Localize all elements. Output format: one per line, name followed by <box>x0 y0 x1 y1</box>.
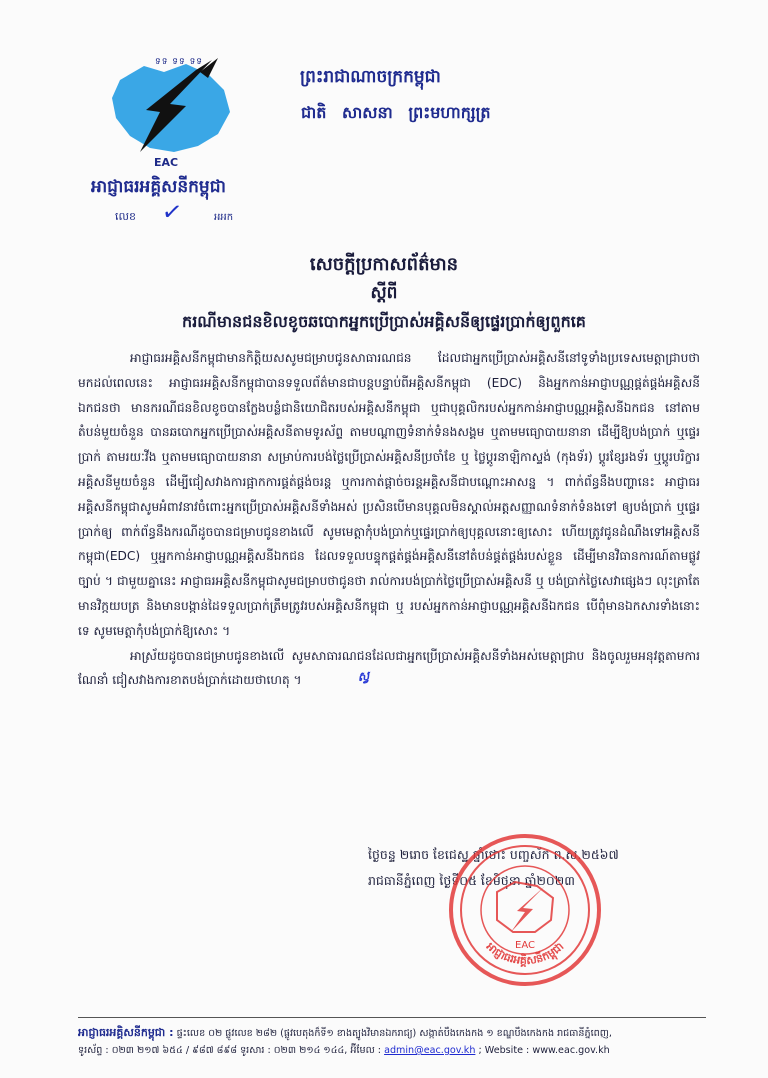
footer-divider <box>78 1017 706 1018</box>
kingdom-title: ព្រះរាជាណាចក្រកម្ពុជា <box>300 67 441 87</box>
seal-center-text: EAC <box>515 940 535 951</box>
seal-lightning-icon <box>511 886 545 932</box>
logo-text: EAC <box>154 156 179 169</box>
place-and-date: រាជធានីភ្នំពេញ ថ្ងៃទី០៥ ខែមិថុនា ឆ្នាំ២០២៣ <box>368 873 575 888</box>
national-motto: ជាតិ សាសនា ព្រះមហាក្សត្រ <box>301 103 491 122</box>
reference-suffix: អអក <box>214 212 234 223</box>
official-seal <box>445 828 605 993</box>
footer-email-link[interactable]: admin@eac.gov.kh <box>384 1045 476 1056</box>
reference-check-mark: ✓ <box>160 196 184 228</box>
logo-dots: ទទ ទទ ទទ <box>155 57 203 67</box>
footer-contact-line <box>78 1044 718 1058</box>
body-paragraph-2 <box>78 644 700 694</box>
document-title: សេចក្តីប្រកាសព័ត៌មាន <box>309 254 459 275</box>
seal-ring-text: អាជ្ញាធរអគ្គិសនីកម្ពុជា <box>483 939 567 968</box>
lunar-date: ថ្ងៃចន្ទ ២រោច ខែជេស្ឋ ឆ្នាំថោះ បញ្ចស័ក ព.ស.២៥៦៧ <box>368 847 619 862</box>
document-subtitle: ស្តីពី <box>370 283 398 303</box>
document-body <box>78 346 700 693</box>
org-name: អាជ្ញាធរអគ្គិសនីកម្ពុជា <box>91 177 226 197</box>
footer-org-label: អាជ្ញាធរអគ្គិសនីកម្ពុជា : <box>78 1026 174 1039</box>
document-topic: ករណីមានជនខិលខូចឆបោកអ្នកប្រើប្រាស់អគ្គិសនីឲ្យផ្ទេរប្រាក់ឲ្យពួកគេ <box>182 312 586 331</box>
initial-signature-mark: ស្វ <box>356 669 370 685</box>
footer-phone: ទូរស័ព្ទ : ០២៣ ២១៧ ៦៥៤ / ៩៨៧ ៨៩៨ ទូរសារ : ០២៣ ២១៤ ១៤៤, អ៊ីមែល : <box>78 1045 382 1056</box>
footer-address: ផ្ទះលេខ ០២ ផ្លូវលេខ ២៨២ (ផ្លូវបេតុងក៏ទី១ ខាងត្បូងវិមានឯករាជ្យ) សង្កាត់បឹងកេងកង ១ ខណ្ឌបឹងកេងកង រាជធានីភ្នំពេញ, <box>176 1028 612 1039</box>
body-paragraph-1: អាជ្ញាធរអគ្គិសនីកម្ពុជាមានកិត្តិយសសូមជម្រាបជូនសាធារណជន ដែលជាអ្នកប្រើប្រាស់អគ្គិសនីនៅទូទាំងប្រទេសមេត្តាជ្រាបថា មកដល់ពេលនេះ អាជ្ញាធរអគ្គិសនីកម្ពុជាបានទទួលព័ត៌មានជាបន្តបន្ទាប់ពីអគ្គិសនីកម្ពុជា (EDC) និងអ្នកកាន់អាជ្ញាបណ្ណផ្គត់ផ្គង់អគ្គិសនីឯកជនថា មានករណីជនខិលខូចបានក្លែងបន្លំជានិយោជិតរបស់អគ្គិសនីកម្ពុជា ឬជាបុគ្គលិករបស់អ្នកកាន់អាជ្ញាបណ្ណអគ្គិសនីឯកជន នៅតាមតំបន់មួយចំនួន បានឆបោកអ្នកប្រើប្រាស់អគ្គិសនីតាមទូរស័ព្ទ តាមបណ្តាញទំនាក់ទំនងសង្គម ឬតាមមធ្យោបាយនានា ដើម្បីឱ្យបង់ប្រាក់ ឬផ្ទេរប្រាក់ តាមរយៈវីង ឬតាមមធ្យោបាយនានា សម្រាប់ការបង់ថ្លៃប្រើប្រាស់អគ្គិសនីប្រចាំខែ ឬ ថ្លៃប្តូរនាឡិកាស្ទង់ (កុងទ័រ) ប្តូរខ្សែរងទ័រ ឬប្តូរបរិក្ខារអគ្គិសនីមួយចំនួន ដើម្បីជៀសវាងការផ្អាកការផ្គត់ផ្គង់ចរន្ត ឬការកាត់ផ្តាច់ចរន្តអគ្គិសនីជាបណ្តោះអាសន្ន ។ ពាក់ព័ន្ធនឹងបញ្ហានេះ អាជ្ញាធរអគ្គិសនីកម្ពុជាសូមអំពាវនាវចំពោះអ្នកប្រើប្រាស់អគ្គិសនីទាំងអស់ ប្រសិនបើមានបុគ្គលមិនស្គាល់អត្តសញ្ញាណទំនាក់ទំនងទៅ ឲ្យបង់ប្រាក់ ឬផ្ទេរប្រាក់ឲ្យ ពាក់ព័ន្ធនឹងករណីដូចបានជម្រាបជូនខាងលើ សូមមេត្តាកុំបង់ប្រាក់ឬផ្ទេរប្រាក់ឲ្យបុគ្គលនោះឲ្យសោះ ហើយត្រូវជូនដំណឹងទៅអគ្គិសនីកម្ពុជា(EDC) ឬអ្នកកាន់អាជ្ញាបណ្ណអគ្គិសនីឯកជន ដែលទទួលបន្ទុកផ្គត់ផ្គង់អគ្គិសនីនៅតំបន់ផ្គត់ផ្គង់របស់ខ្លួន ដើម្បីមានវិធានការណ៍តាមផ្លូវច្បាប់ ។ ជាមួយគ្នានេះ អាជ្ញាធរអគ្គិសនីកម្ពុជាសូមជម្រាបថាជូនថា រាល់ការបង់ប្រាក់ថ្លៃប្រើប្រាស់អគ្គិសនី ឬ បង់ប្រាក់ថ្លៃសេវាផ្សេងៗ លុះត្រាតែមានវិក្កយបត្រ និងមានបង្កាន់ដៃទទួលប្រាក់ត្រឹមត្រូវរបស់អគ្គិសនីកម្ពុជា ឬ របស់អ្នកកាន់អាជ្ញាបណ្ណអគ្គិសនីឯកជន បើពុំមានឯកសារទាំងនោះទេ សូមមេត្តាកុំបង់ប្រាក់ឱ្យសោះ ។ <box>78 351 700 638</box>
footer-website: ; Website : www.eac.gov.kh <box>478 1045 610 1056</box>
reference-label: លេខ <box>115 210 136 223</box>
footer-address-line <box>78 1026 718 1042</box>
seal-map-shape <box>497 882 553 932</box>
body-paragraph-2-text: អាស្រ័យដូចបានជម្រាបជូនខាងលើ សូមសាធារណជនដែលជាអ្នកប្រើប្រាស់អគ្គិសនីទាំងអស់មេត្តាជ្រាប និងចូលរួមអនុវត្តតាមការណែនាំ ជៀសវាងការខាតបង់ប្រាក់ដោយថាហេតុ ។ <box>78 648 700 688</box>
